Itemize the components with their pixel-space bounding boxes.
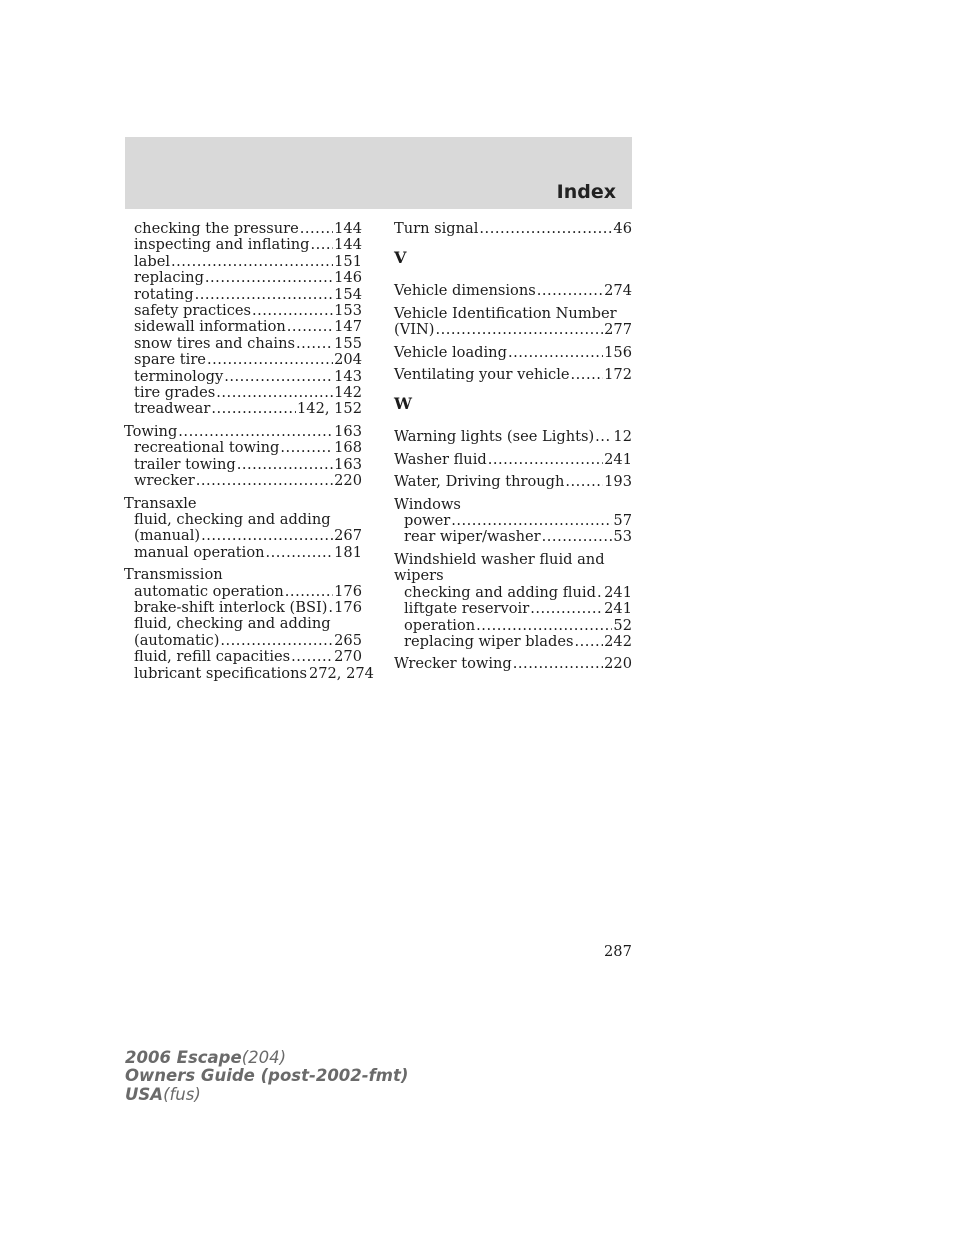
entry-page-number: 142 bbox=[334, 384, 362, 402]
entry-page-number: 52 bbox=[613, 616, 632, 634]
entry-text: recreational towing bbox=[134, 439, 280, 457]
entry-page-number: 53 bbox=[613, 528, 632, 546]
index-subentry bbox=[124, 440, 362, 456]
index-subentry bbox=[394, 585, 632, 601]
dot-leader bbox=[565, 474, 603, 490]
dot-leader bbox=[508, 345, 603, 361]
dot-leader bbox=[513, 656, 603, 672]
index-subentry bbox=[124, 254, 362, 270]
entry-text: liftgate reservoir bbox=[404, 600, 530, 618]
footer-market-code: (fus) bbox=[163, 1084, 201, 1104]
entry-text: operation bbox=[404, 616, 476, 634]
index-subentry bbox=[124, 600, 362, 616]
entry-text: Wrecker towing bbox=[394, 655, 512, 673]
entry-page-number: 57 bbox=[613, 512, 632, 530]
dot-leader bbox=[542, 529, 613, 545]
index-subentry bbox=[124, 401, 362, 417]
index-entry-heading: Windshield washer fluid and bbox=[394, 550, 605, 568]
entry-text: checking and adding fluid bbox=[404, 583, 596, 601]
index-letter-heading: W bbox=[394, 394, 412, 414]
footer-market: USA bbox=[125, 1084, 164, 1104]
index-entry bbox=[394, 429, 632, 445]
dot-leader bbox=[537, 283, 603, 299]
entry-page-number: 242 bbox=[604, 632, 632, 650]
index-subentry bbox=[124, 287, 362, 303]
entry-page-number: 151 bbox=[334, 252, 362, 270]
entry-page-number: 220 bbox=[604, 655, 632, 673]
entry-text: Turn signal bbox=[394, 220, 479, 237]
entry-page-number: 144 bbox=[334, 220, 362, 237]
dot-leader bbox=[571, 367, 604, 383]
entry-text: inspecting and inflating bbox=[134, 236, 310, 254]
index-subentry bbox=[124, 584, 362, 600]
index-subentry bbox=[394, 513, 632, 529]
page-title: Index bbox=[556, 181, 616, 203]
entry-page-number: 270 bbox=[334, 648, 362, 666]
index-subentry bbox=[394, 618, 632, 634]
entry-text: trailer towing bbox=[134, 455, 236, 473]
footer-model: 2006 Escape bbox=[125, 1048, 242, 1067]
entry-text: automatic operation bbox=[134, 582, 284, 600]
entry-page-number: 267 bbox=[334, 527, 362, 545]
footer-guide: Owners Guide (post-2002-fmt) bbox=[125, 1066, 409, 1086]
index-subentry bbox=[124, 303, 362, 319]
dot-leader bbox=[207, 352, 333, 368]
index-entry bbox=[394, 367, 632, 383]
entry-text: terminology bbox=[134, 367, 224, 385]
dot-leader bbox=[328, 600, 333, 616]
entry-text: fluid, refill capacities bbox=[134, 648, 291, 666]
index-entry bbox=[394, 322, 632, 338]
dot-leader bbox=[216, 385, 333, 401]
index-subentry bbox=[124, 457, 362, 473]
dot-leader bbox=[266, 545, 334, 561]
entry-page-number: 168 bbox=[334, 439, 362, 457]
entry-page-number: 143 bbox=[334, 367, 362, 385]
entry-text: Water, Driving through bbox=[394, 473, 565, 491]
entry-text: rotating bbox=[134, 285, 194, 303]
index-letter-heading: V bbox=[394, 248, 407, 268]
index-subentry bbox=[124, 319, 362, 335]
entry-page-number: 163 bbox=[334, 455, 362, 473]
footer bbox=[125, 1049, 408, 1104]
index-subentry bbox=[394, 601, 632, 617]
entry-page-number: 154 bbox=[334, 285, 362, 303]
entry-text: Vehicle loading bbox=[394, 343, 507, 361]
entry-text: checking the pressure bbox=[134, 220, 299, 237]
index-entry bbox=[394, 221, 632, 237]
entry-page-number: 176 bbox=[334, 598, 362, 616]
dot-leader bbox=[196, 473, 333, 489]
index-subentry bbox=[124, 385, 362, 401]
dot-leader bbox=[195, 287, 334, 303]
index-subentry bbox=[124, 369, 362, 385]
entry-page-number: 241 bbox=[604, 450, 632, 468]
entry-page-number: 204 bbox=[334, 351, 362, 369]
dot-leader bbox=[201, 528, 333, 544]
dot-leader bbox=[310, 237, 333, 253]
entry-text: Warning lights (see Lights) bbox=[394, 428, 595, 446]
index-subentry bbox=[124, 352, 362, 368]
entry-page-number: 241 bbox=[604, 600, 632, 618]
index-entry-heading: wipers bbox=[394, 567, 444, 585]
entry-page-number: 155 bbox=[334, 334, 362, 352]
dot-leader bbox=[476, 618, 612, 634]
index-column-left bbox=[124, 220, 374, 682]
entry-page-number: 12 bbox=[613, 428, 632, 446]
index-entry-heading: Vehicle Identification Number bbox=[394, 304, 617, 322]
dot-leader bbox=[296, 336, 333, 352]
index-subentry bbox=[124, 473, 362, 489]
page-number: 287 bbox=[604, 943, 632, 960]
entry-page-number: 277 bbox=[604, 321, 632, 339]
index-entry-heading: Transaxle bbox=[124, 494, 197, 512]
index-subentry bbox=[124, 270, 362, 286]
entry-page-number: 163 bbox=[334, 422, 362, 440]
index-subentry bbox=[124, 664, 374, 682]
dot-leader bbox=[435, 322, 603, 338]
dot-leader bbox=[224, 369, 333, 385]
index-subentry bbox=[124, 649, 362, 665]
index-subentry-text: fluid, checking and adding bbox=[134, 615, 331, 633]
entry-page-number: 181 bbox=[334, 543, 362, 561]
dot-leader bbox=[488, 452, 603, 468]
index-subentry bbox=[124, 528, 362, 544]
entry-page-number: 46 bbox=[613, 220, 632, 237]
dot-leader bbox=[220, 633, 333, 649]
entry-text: Washer fluid bbox=[394, 450, 487, 468]
entry-page-number: 241 bbox=[604, 583, 632, 601]
index-subentry-text: fluid, checking and adding bbox=[134, 510, 331, 528]
index-entry bbox=[394, 656, 632, 672]
index-subentry bbox=[124, 633, 362, 649]
index-entry-heading: Windows bbox=[394, 495, 461, 513]
dot-leader bbox=[205, 270, 333, 286]
index-entry-heading: Transmission bbox=[124, 566, 223, 584]
dot-leader bbox=[597, 585, 603, 601]
entry-page-number: 153 bbox=[334, 302, 362, 320]
dot-leader bbox=[530, 601, 603, 617]
entry-text: safety practices bbox=[134, 302, 251, 320]
entry-text: tire grades bbox=[134, 384, 216, 402]
dot-leader bbox=[291, 649, 333, 665]
dot-leader bbox=[479, 221, 612, 237]
entry-text: wrecker bbox=[134, 472, 195, 490]
entry-text: replacing wiper blades bbox=[404, 632, 574, 650]
entry-text: Towing bbox=[124, 422, 178, 440]
index-subentry bbox=[124, 221, 362, 237]
dot-leader bbox=[280, 440, 333, 456]
dot-leader bbox=[171, 254, 333, 270]
entry-text: spare tire bbox=[134, 351, 206, 369]
index-entry bbox=[394, 452, 632, 468]
entry-page-number: 220 bbox=[334, 472, 362, 490]
entry-text: snow tires and chains bbox=[134, 334, 295, 352]
index-subentry bbox=[124, 545, 362, 561]
dot-leader bbox=[287, 319, 333, 335]
entry-page-number: 144 bbox=[334, 236, 362, 254]
entry-page-number: 274 bbox=[604, 282, 632, 300]
index-entry bbox=[394, 345, 632, 361]
entry-text: brake-shift interlock (BSI) bbox=[134, 598, 328, 616]
header-band bbox=[125, 137, 632, 209]
entry-page-number: 172 bbox=[604, 366, 632, 384]
entry-text: (VIN) bbox=[394, 321, 435, 339]
entry-text: treadwear bbox=[134, 400, 211, 418]
entry-page-number: 147 bbox=[334, 318, 362, 336]
entry-page-number: 193 bbox=[604, 473, 632, 491]
dot-leader bbox=[451, 513, 612, 529]
entry-page-number: 142, 152 bbox=[297, 400, 362, 418]
entry-text: (automatic) bbox=[134, 631, 220, 649]
index-subentry bbox=[394, 634, 632, 650]
entry-text: manual operation bbox=[134, 543, 265, 561]
dot-leader bbox=[595, 429, 612, 445]
entry-text: replacing bbox=[134, 269, 204, 287]
index-entry bbox=[124, 424, 362, 440]
index-subentry bbox=[394, 529, 632, 545]
entry-page-number: 146 bbox=[334, 269, 362, 287]
entry-text: sidewall information bbox=[134, 318, 286, 336]
dot-leader bbox=[285, 584, 333, 600]
entry-text: (manual) bbox=[134, 527, 201, 545]
index-subentry bbox=[124, 336, 362, 352]
entry-text: Ventilating your vehicle bbox=[394, 366, 570, 384]
dot-leader bbox=[237, 457, 333, 473]
entry-page-number: 265 bbox=[334, 631, 362, 649]
dot-leader bbox=[211, 401, 296, 417]
entry-text: label bbox=[134, 252, 171, 270]
dot-leader bbox=[178, 424, 333, 440]
index-column-right bbox=[394, 221, 632, 673]
entry-page-number: 156 bbox=[604, 343, 632, 361]
entry-text: rear wiper/washer bbox=[404, 528, 541, 546]
entry-text: Vehicle dimensions bbox=[394, 282, 536, 300]
entry-text: lubricant specifications bbox=[134, 664, 307, 682]
dot-leader bbox=[252, 303, 333, 319]
entry-text: power bbox=[404, 512, 451, 530]
entry-page-number: 272, 274 bbox=[308, 664, 374, 682]
footer-model-code: (204) bbox=[241, 1048, 287, 1067]
entry-page-number: 176 bbox=[334, 582, 362, 600]
index-entry bbox=[394, 474, 632, 490]
index-entry bbox=[394, 283, 632, 299]
index-subentry bbox=[124, 237, 362, 253]
dot-leader bbox=[574, 634, 603, 650]
dot-leader bbox=[300, 221, 333, 237]
